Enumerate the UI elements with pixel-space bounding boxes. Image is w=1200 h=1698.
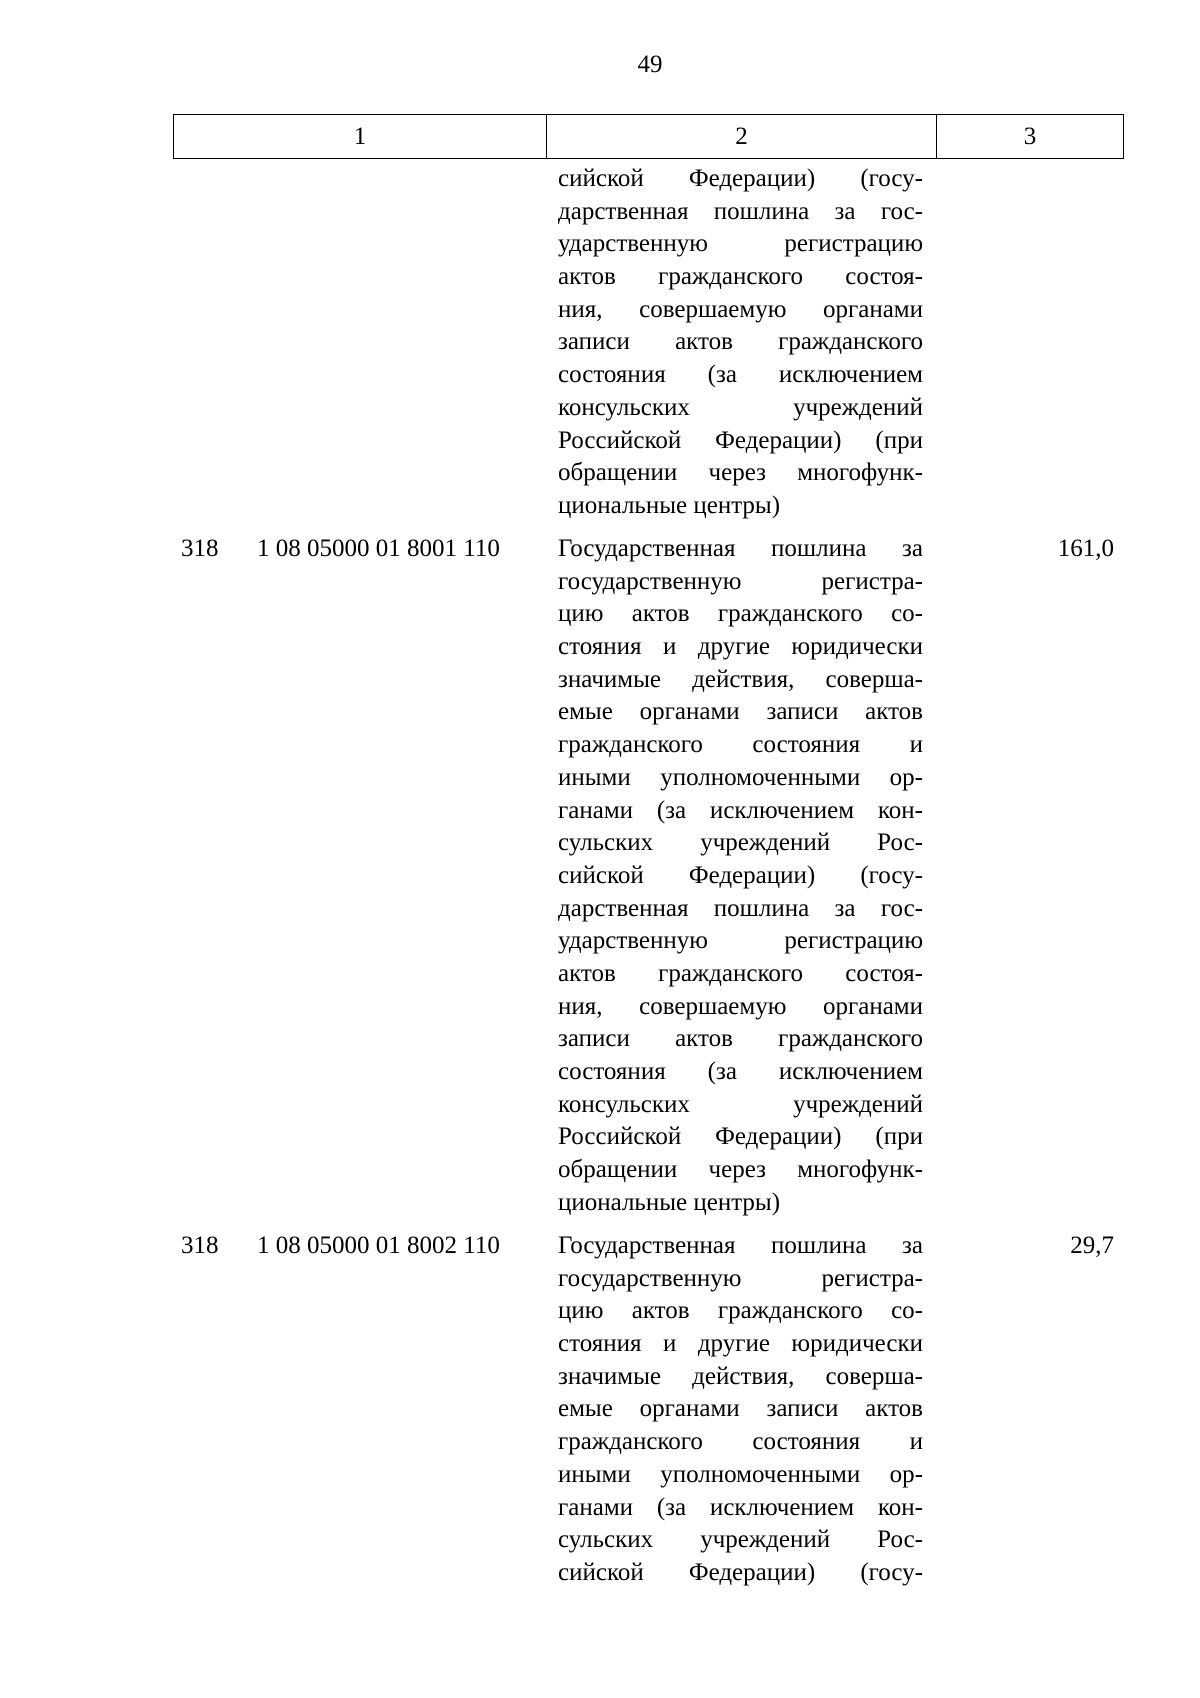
description-line: сийской Федерации) (госу- bbox=[558, 165, 923, 192]
description-line: сийской Федерации) (госу- bbox=[558, 1558, 923, 1586]
description-line: состояния (за исключением bbox=[558, 1058, 923, 1085]
description-line: Российской Федерации) (при bbox=[558, 426, 923, 454]
kbk-code: 1 08 05000 01 8001 110 bbox=[257, 535, 500, 562]
description-line: гражданского состояния и bbox=[558, 731, 923, 759]
description-line: ганами (за исключением кон- bbox=[558, 1493, 923, 1521]
page-number: 49 bbox=[637, 51, 663, 78]
description-line: сульских учреждений Рос- bbox=[558, 829, 923, 857]
kbk-code: 1 08 05000 01 8002 110 bbox=[257, 1232, 500, 1259]
description-line: ния, совершаемую органами bbox=[558, 992, 923, 1020]
description-line: емые органами записи актов bbox=[558, 1395, 923, 1423]
description-line: дарственная пошлина за гос- bbox=[558, 894, 923, 922]
description-line: сульских учреждений Рос- bbox=[558, 1526, 923, 1554]
description-line: Российской Федерации) (при bbox=[558, 1123, 923, 1151]
description-line: государственную регистра- bbox=[558, 567, 923, 595]
description-line: стояния и другие юридически bbox=[558, 633, 923, 661]
description-line: записи актов гражданского bbox=[558, 328, 923, 356]
description-line: гражданского состояния и bbox=[558, 1428, 923, 1456]
description-line: иными уполномоченными ор- bbox=[558, 1460, 923, 1488]
description-line: консульских учреждений bbox=[558, 393, 923, 421]
admin-code: 318 bbox=[181, 1232, 219, 1259]
description-line: иными уполномоченными ор- bbox=[558, 763, 923, 791]
continuation-description bbox=[558, 163, 923, 523]
description-line: ударственную регистрацию bbox=[558, 230, 923, 258]
amount: 161,0 bbox=[1057, 535, 1114, 562]
admin-code: 318 bbox=[181, 535, 219, 562]
description-line: актов гражданского состоя- bbox=[558, 959, 923, 987]
description-line: дарственная пошлина за гос- bbox=[558, 197, 923, 225]
description-line: сийской Федерации) (госу- bbox=[558, 861, 923, 889]
description-line: обращении через многофунк- bbox=[558, 459, 923, 487]
description-line: записи актов гражданского bbox=[558, 1025, 923, 1053]
table-header-row bbox=[173, 114, 1124, 159]
row-description bbox=[558, 533, 923, 1219]
description-line: значимые действия, соверша- bbox=[558, 665, 923, 693]
description-line: консульских учреждений bbox=[558, 1090, 923, 1118]
column-header-1: 1 bbox=[174, 115, 547, 158]
description-line: государственную регистра- bbox=[558, 1264, 923, 1292]
description-line: ганами (за исключением кон- bbox=[558, 796, 923, 824]
description-line: Государственная пошлина за bbox=[558, 1232, 923, 1259]
description-line: циональные центры) bbox=[558, 491, 781, 519]
description-line: ния, совершаемую органами bbox=[558, 295, 923, 323]
description-line: цию актов гражданского со- bbox=[558, 600, 923, 628]
description-line: цию актов гражданского со- bbox=[558, 1297, 923, 1325]
description-line: циональные центры) bbox=[558, 1188, 781, 1216]
column-header-2: 2 bbox=[547, 115, 937, 158]
description-line: обращении через многофунк- bbox=[558, 1156, 923, 1184]
description-line: Государственная пошлина за bbox=[558, 535, 923, 562]
description-line: актов гражданского состоя- bbox=[558, 263, 923, 291]
description-line: ударственную регистрацию bbox=[558, 927, 923, 955]
description-line: значимые действия, соверша- bbox=[558, 1362, 923, 1390]
amount: 29,7 bbox=[1070, 1232, 1114, 1259]
description-line: стояния и другие юридически bbox=[558, 1330, 923, 1358]
description-line: емые органами записи актов bbox=[558, 698, 923, 726]
description-line: состояния (за исключением bbox=[558, 361, 923, 389]
row-description bbox=[558, 1230, 923, 1590]
column-header-3: 3 bbox=[1023, 123, 1037, 150]
